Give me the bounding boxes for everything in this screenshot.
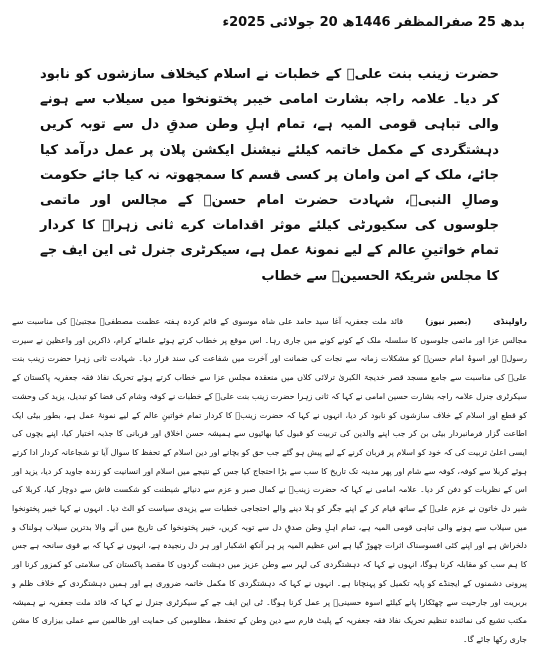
article-paragraph xyxy=(12,313,527,650)
dateline-location: راولپنڈی xyxy=(493,317,527,326)
article-text: قائد ملت جعفریہ آغا سید حامد علی شاہ موسوی کے قائم کردہ ہفتہ عظمت مصطفیؐ مجتبیٰؑ کی مناسبت سے مجالس عزا اور ماتمی جلوسوں کا سلسلہ ملک کے کونے کونے میں جاری رہا۔ اس موقع پر خطاب کرتے ہوئے علمائے کرام، ذاکرین اور واعظین نے سیرت رسولؐ اور اسوۂ امام حسنؑ کو مشکلات زمانہ سے نجات کی ضمانت اور آخرت میں شفاعت کی سند قرار دیا۔ شہادت ثانی زہرا حضرت زینب بنت علیؑ کی مناسبت سے جامع مسجد قصر خدیجۃ الکبریٰ ترلائی کلاں میں منعقدہ مجلس عزا سے خطاب کرتے ہوئے تحریک نفاذ فقہ جعفریہ پاکستان کے سیکرٹری جنرل علامہ راجہ بشارت حسین امامی نے کہا کہ ثانی زہرا حضرت زینب بنت علیؑ کے خطبات نے کوفہ وشام کی فضا کو تبدیل، یزید کی وحشت کو قطع اور اسلام کے خلاف سازشوں کو نابود کر دیا، انہوں نے کہا کہ حضرت زینبؑ کا کردار تمام خواتینِ عالم کے لیے نمونۂ عمل ہے، بطور بیٹی ایک اطاعت گزار فرمانبردار بیٹی بن کر جب اپنے والدین کی تربیت کو قبول کیا بھائیوں سے ہمیشہ حسن اخلاق اور قربانی کا جذبہ اختیار کیا، اپنے بچوں کی ایسی اعلیٰ تربیت کی کہ خود کو اسلام پر قربان کرنے کے لیے پیش ہو گئے جب حق کو بچانے اور دین اسلام کے تحفظ کا سوال آیا تو شجاعانہ کردار ادا کرتے ہوئے کربلا سے کوفہ، کوفہ سے شام اور پھر مدینہ تک تاریخ کا سب سے بڑا احتجاج کیا جس کے نتیجے میں اسلام اور انسانیت کو زندہ جاوید کر دیا، یزید اور اس کے نظریات کو دفن کر دیا۔ علامہ امامی نے کہا کہ حضرت زینبؑ نے کمال صبر و عزم سے دنیائے شیطنت کو شکست فاش سے دوچار کیا، کربلا کی شیر دل خاتون نے عزم علیؑ کے ساتھ قیام کر کے اپنے جگر کو ہلا دینے والے احتجاجی خطبات سے یزیدی سیاست کو الٹ دیا۔ انہوں نے کہا خیبر پختونخوا میں سیلاب سے ہونے والی تباہی قومی المیہ ہے، تمام اہلِ وطن صدقِ دل سے توبہ کریں، خیبر پختونخوا کی تاریخ میں آنے والا بدترین سیلاب ہولناک و دلخراش ہے اور اپنے کئی افسوسناک اثرات چھوڑ گیا ہے اس عظیم المیہ پر ہر آنکھ اشکبار اور ہر دل رنجیدہ ہے، انہوں نے کہا کہ بے قوی سانحہ ہے جس کا ہم سب کو مقابلہ کرنا ہوگا، انہوں نے کہا کہ دہشتگردی کی لہر سے وطن عزیز میں دہشت گردوں کا مقصد پاکستان کی سلامتی کو کمزور کرنا اور پیرونی دشمنوں کے ایجنڈے کو پایہ تکمیل کو پہنچانا ہے۔ انہوں نے کہا کہ دہشتگردی کا مکمل خاتمہ ضروری ہے اور ہمیں دہشتگردی کے خلاف ظلم و بربریت اور جارحیت سے چھٹکارا پانے کیلئے اسوہ حسینیؑ پر عمل کرنا ہوگا۔ ٹی این ایف جے کے سیکرٹری جنرل نے کہا کہ قائد ملت جعفریہ نے ہمیشہ مکتب تشیع کی نمائندہ تنظیم تحریک نفاذ فقہ جعفریہ کے پلیٹ فارم سے دین وطن کے تحفظ، مظلومین کی حمایت اور ظالمین سے عملی بیزاری کا مشن جاری رکھا جائے گا۔ xyxy=(12,317,528,644)
dateline: بدھ 25 صفرالمظفر 1446ھ 20 جولائی 2025ء xyxy=(222,15,525,30)
article-body xyxy=(12,313,527,650)
summary-text: حضرت زینب بنت علیؑ کے خطبات نے اسلام کیخلاف سازشوں کو نابود کر دیا۔ علامہ راجہ بشارت امامی خیبر پختونخوا میں سیلاب سے ہونے والی تباہی قومی المیہ ہے، تمام اہلِ وطن صدقِ دل سے توبہ کریں دہشتگردی کے مکمل خاتمہ کیلئے نیشنل ایکشن پلان پر عمل درآمد کیا جائے، ملک کے امن وامان پر کسی قسم کا سمجھوتہ نہ کیا جائے حکومت وصالِ النبیؐ، شہادت حضرت امام حسنؑ کے مجالس اور ماتمی جلوسوں کی سکیورٹی کیلئے موثر اقدامات کرے ثانی زہراؑ کا کردار تمام خواتینِ عالم کے لیے نمونۂ عمل ہے، سیکرٹری جنرل ٹی این ایف جے کا مجلس شریکۃ الحسینؑ سے خطاب xyxy=(40,67,499,284)
news-agency: (بصیر نیوز) xyxy=(425,317,472,326)
headline-summary xyxy=(40,62,499,289)
